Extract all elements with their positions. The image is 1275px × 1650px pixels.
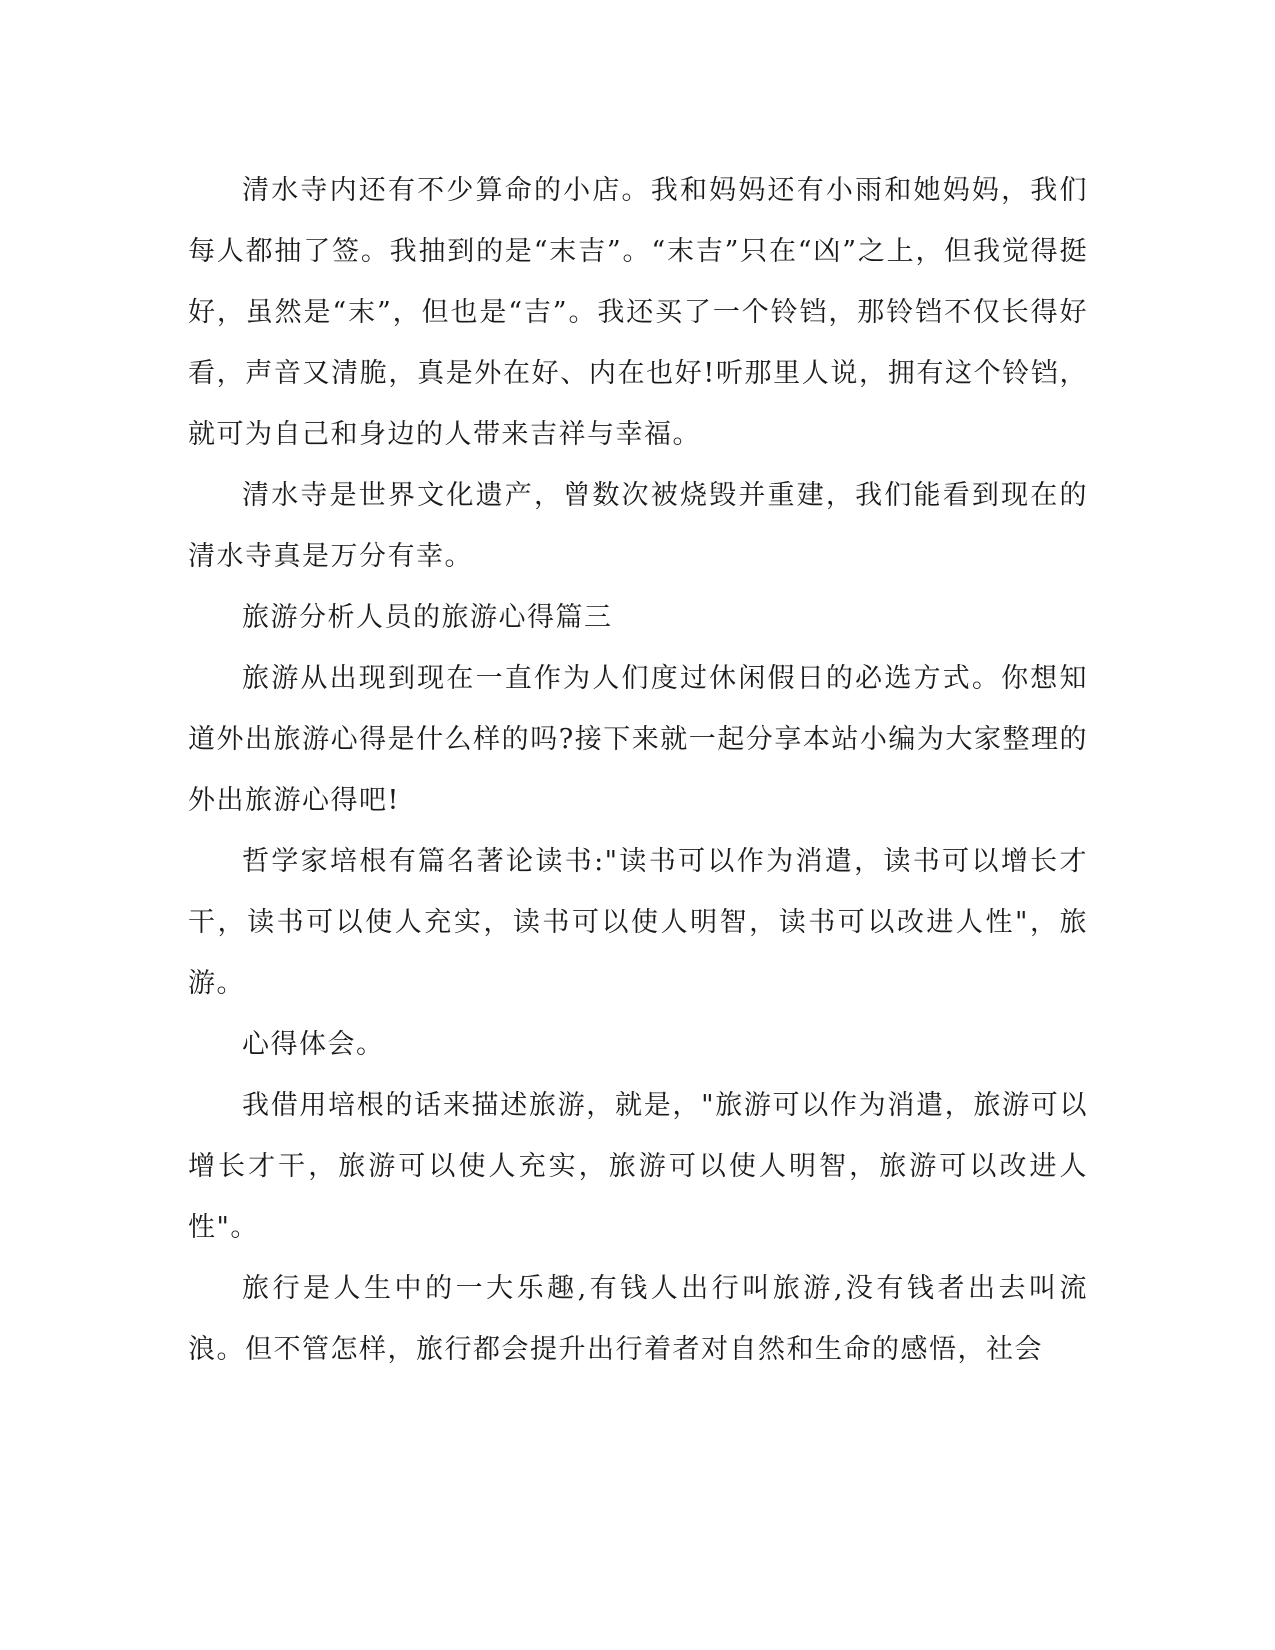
paragraph-world-heritage: 清水寺是世界文化遗产，曾数次被烧毁并重建，我们能看到现在的清水寺真是万分有幸。 xyxy=(188,480,1088,572)
paragraph-intro: 旅游从出现到现在一直作为人们度过休闲假日的必选方式。你想知道外出旅游心得是什么样的吗?接下来就一起分享本站小编为大家整理的外出旅游心得吧! xyxy=(188,663,1088,816)
paragraph-bacon-quote: 哲学家培根有篇名著论读书:"读书可以作为消遣，读书可以增长才干，读书可以使人充实，读书可以使人明智，读书可以改进人性"，旅游。 xyxy=(188,846,1088,999)
paragraph-travel-quote: 我借用培根的话来描述旅游，就是，"旅游可以作为消遣，旅游可以增长才干，旅游可以使人充实，旅游可以使人明智，旅游可以改进人性"。 xyxy=(188,1090,1088,1243)
document-body xyxy=(188,160,1088,1380)
paragraph-travel-joy: 旅行是人生中的一大乐趣,有钱人出行叫旅游,没有钱者出去叫流浪。但不管怎样，旅行都会提升出行着者对自然和生命的感悟，社会 xyxy=(188,1273,1088,1365)
section-heading: 旅游分析人员的旅游心得篇三 xyxy=(242,602,613,633)
paragraph-insight: 心得体会。 xyxy=(242,1029,385,1060)
paragraph-fortune-shop: 清水寺内还有不少算命的小店。我和妈妈还有小雨和她妈妈，我们每人都抽了签。我抽到的是“末吉”。“末吉”只在“凶”之上，但我觉得挺好，虽然是“末”，但也是“吉”。我还买了一个铃铛，那铃铛不仅长得好看，声音又清脆，真是外在好、内在也好!听那里人说，拥有这个铃铛，就可为自己和身边的人带来吉祥与幸福。 xyxy=(188,175,1088,450)
